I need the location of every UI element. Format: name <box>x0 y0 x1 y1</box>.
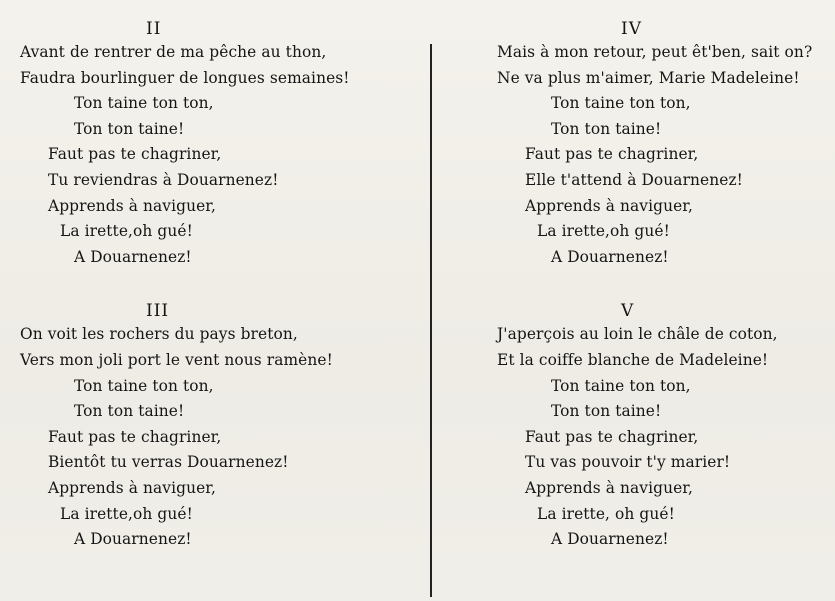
refrain-line: Ton taine ton ton, <box>74 94 214 113</box>
refrain-line: Faut pas te chagriner, <box>525 145 699 164</box>
refrain-line: Apprends à naviguer, <box>48 478 217 497</box>
stanza-numeral: II <box>146 19 162 39</box>
refrain-line: Faut pas te chagriner, <box>48 427 222 446</box>
verse-line: Vers mon joli port le vent nous ramène! <box>20 350 333 369</box>
refrain-line: La irette, oh gué! <box>537 504 675 523</box>
refrain-line: La irette,oh gué! <box>60 222 193 241</box>
refrain-line: Faut pas te chagriner, <box>48 145 222 164</box>
stanza-ii <box>20 18 420 270</box>
verse-line: On voit les rochers du pays breton, <box>20 325 298 344</box>
refrain-line: Apprends à naviguer, <box>525 478 694 497</box>
refrain-line: Apprends à naviguer, <box>525 196 694 215</box>
stanza-numeral: V <box>621 301 635 322</box>
right-column <box>497 18 827 553</box>
refrain-line: La irette,oh gué! <box>60 504 193 523</box>
refrain-line: Faut pas te chagriner, <box>525 427 699 446</box>
verse-line: Ne va plus m'aimer, Marie Madeleine! <box>497 68 800 87</box>
refrain-line: A Douarnenez! <box>551 530 669 549</box>
refrain-line: Bientôt tu verras Douarnenez! <box>48 453 289 472</box>
refrain-line: Elle t'attend à Douarnenez! <box>525 170 743 189</box>
refrain-line: La irette,oh gué! <box>537 222 670 241</box>
refrain-line: A Douarnenez! <box>551 247 669 266</box>
refrain-line: Ton taine ton ton, <box>74 376 214 395</box>
refrain-line: Tu reviendras à Douarnenez! <box>48 170 279 189</box>
verse-line: Et la coiffe blanche de Madeleine! <box>497 350 769 369</box>
refrain-line: Ton ton taine! <box>74 119 185 138</box>
refrain-line: Ton taine ton ton, <box>551 376 691 395</box>
refrain-line: Ton ton taine! <box>551 402 662 421</box>
refrain-line: A Douarnenez! <box>74 530 192 549</box>
refrain-line: Tu vas pouvoir t'y marier! <box>525 453 731 472</box>
refrain-line: Ton taine ton ton, <box>551 94 691 113</box>
verse-line: J'aperçois au loin le châle de coton, <box>497 325 778 344</box>
verse-line: Avant de rentrer de ma pêche au thon, <box>20 43 327 61</box>
column-divider <box>430 44 432 597</box>
refrain-line: Ton ton taine! <box>74 402 185 421</box>
stanza-numeral: IV <box>621 19 642 39</box>
refrain-line: A Douarnenez! <box>74 247 192 266</box>
left-column <box>20 18 420 553</box>
verse-line: Mais à mon retour, peut êt'ben, sait on? <box>497 43 813 61</box>
stanza-numeral: III <box>146 301 170 322</box>
verse-line: Faudra bourlinguer de longues semaines! <box>20 68 350 87</box>
stanza-v <box>497 300 827 552</box>
refrain-line: Ton ton taine! <box>551 119 662 138</box>
stanza-iv <box>497 18 827 270</box>
refrain-line: Apprends à naviguer, <box>48 196 217 215</box>
stanza-iii <box>20 300 420 552</box>
